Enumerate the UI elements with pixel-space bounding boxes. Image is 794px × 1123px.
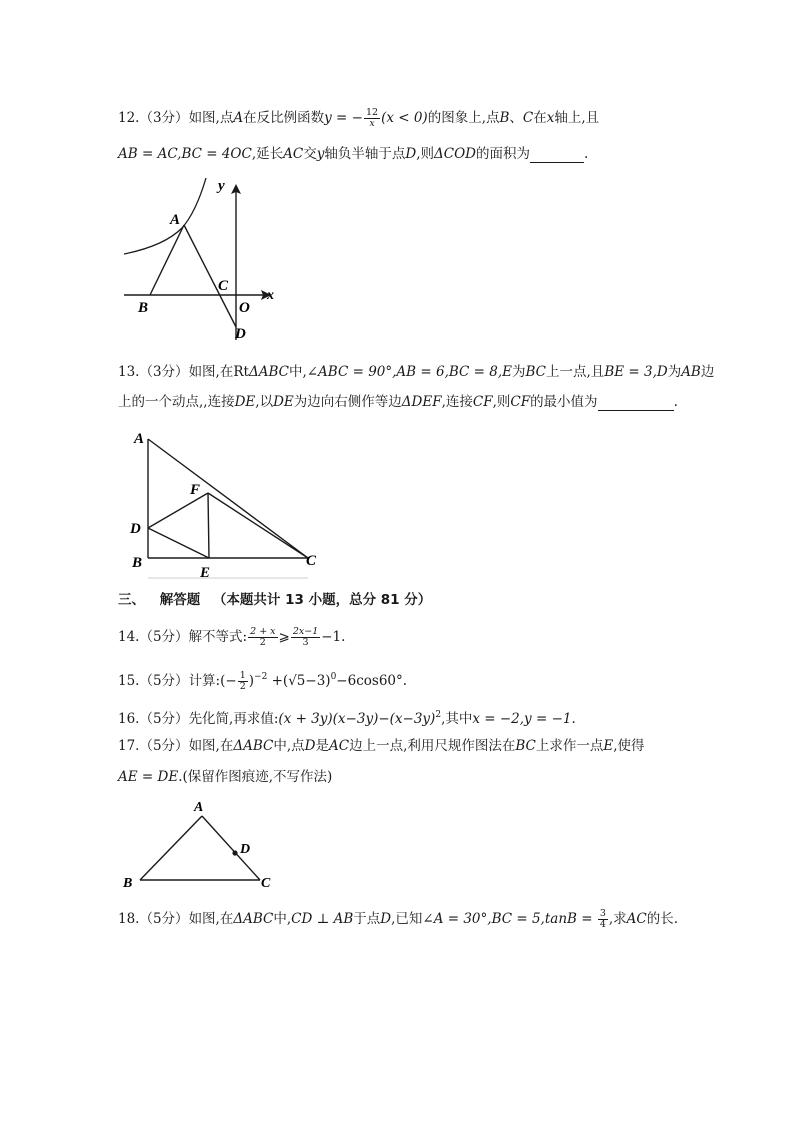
q13-label-a: A: [134, 431, 145, 447]
q12-label-y: y: [218, 178, 225, 194]
q13-segment-df: [148, 493, 208, 528]
q17-point-d: [232, 850, 237, 855]
q13-label-c: C: [306, 553, 317, 569]
q12-label: 12.（3分）: [118, 110, 189, 126]
q13-answer-blank: [598, 396, 674, 411]
q15-line: 15.（5分）计算:(− $\frac{1}{2}$ )$^{-2} +(√5-3)^0-6\cos 60^\circ$.: [118, 670, 408, 692]
q12-line2: AB = AC,BC = 4OC,延长AC交y轴负半轴于点D,则ΔCOD的面积为 .: [118, 146, 589, 162]
q12-label-d: D: [235, 326, 246, 342]
q17-label-d: D: [240, 842, 251, 857]
q13-segment-fc: [208, 493, 308, 558]
q12-figure: [118, 172, 288, 347]
q17-line2: AE = DE.(保留作图痕迹,不写作法): [118, 769, 333, 785]
q14-line: 14.（5分）解不等式: $\frac{2 + x}{2}$ ⩾ $\frac{2x-1}{3}$ −1.: [118, 626, 346, 648]
q13-label: 13.（3分）: [118, 364, 189, 380]
q17-figure: [118, 796, 288, 896]
q15-label: 15.（5分）: [118, 673, 189, 689]
section3-heading: 三、 解答题 （本题共计 13 小题，总分 81 分）: [118, 592, 432, 608]
q13-label-e: E: [200, 565, 211, 581]
q13-line1: 13.（3分）如图,在RtΔABC中,∠ABC = 90°,AB = 6,BC = 8,E为BC上一点,且BE = 3,D为AB边: [118, 364, 715, 380]
q17-segment-ab: [140, 816, 202, 880]
q12-label-c: C: [218, 278, 229, 294]
q13-segment-fe: [208, 493, 209, 558]
q12-segment-ab: [150, 225, 184, 295]
q12-label-a: A: [170, 212, 181, 228]
q12-label-b: B: [138, 300, 149, 316]
q16-line: 16.（5分）先化简,再求值:(x + $3y)(x-3y)-(x-3y)^2$,其中x = −2,y = −1.: [118, 710, 576, 727]
q13-line2: 上的一个动点,,连接DE,以DE为边向右侧作等边ΔDEF,连接CF,则CF的最小值为 .: [118, 394, 678, 410]
q16-label: 16.（5分）: [118, 711, 189, 727]
q12-label-o: O: [239, 300, 250, 316]
q13-figure: [128, 425, 328, 585]
q18-line: 18.（5分）如图,在ΔABC中,CD ⊥ AB于点D,已知∠A = 30°,BC = 5,tanB = $\frac{3}{4}$ ,求AC的长.: [118, 908, 679, 930]
q12-label-x: x: [267, 288, 274, 303]
q13-label-b: B: [132, 555, 143, 571]
q12-answer-blank: [530, 148, 584, 163]
q17-label-c: C: [261, 876, 271, 891]
q17-label: 17.（5分）: [118, 738, 189, 754]
q13-segment-de: [148, 528, 209, 558]
q13-label-f: F: [190, 482, 201, 498]
q12-line1: 12.（3分）如图,点A在反比例函数y = − $\frac{12}{x}$ (x < 0)的图象上,点B、C在x轴上,且: [118, 107, 600, 129]
q17-label-b: B: [123, 876, 133, 891]
q14-label: 14.（5分）: [118, 629, 189, 645]
q17-line1: 17.（5分）如图,在ΔABC中,点D是AC边上一点,利用尺规作图法在BC上求作一点E,使得: [118, 738, 645, 754]
q18-label: 18.（5分）: [118, 911, 189, 927]
q17-segment-ac: [202, 816, 260, 880]
q13-label-d: D: [130, 521, 141, 537]
q12-fraction: $\frac{12}{x}$: [365, 107, 379, 129]
q12-segment-ad: [184, 225, 236, 327]
q17-label-a: A: [194, 800, 204, 815]
